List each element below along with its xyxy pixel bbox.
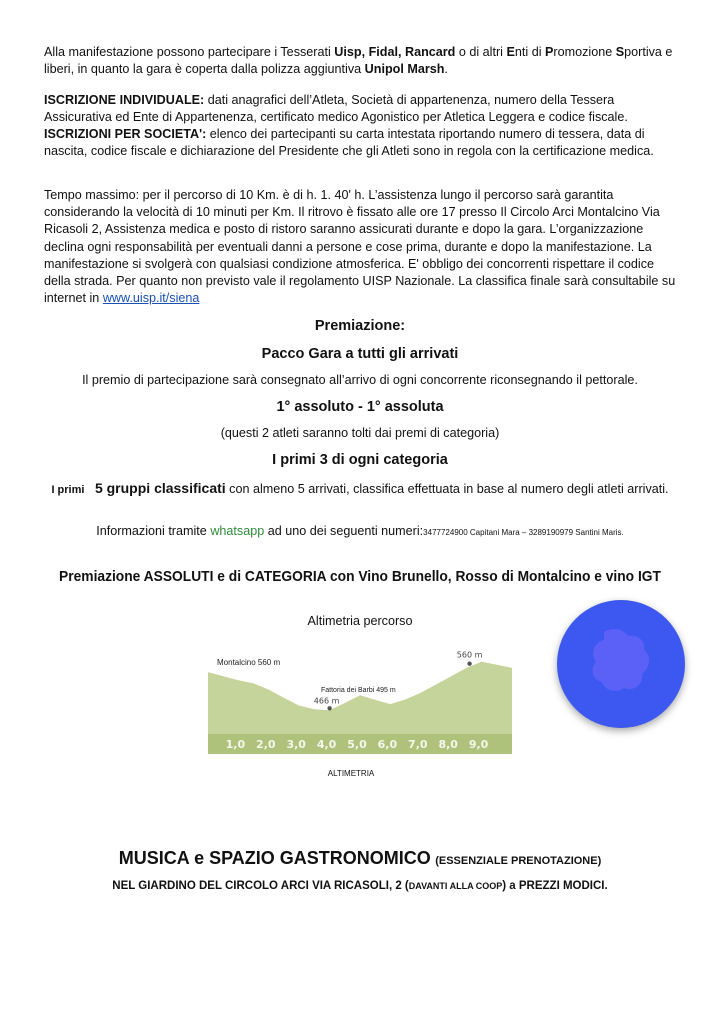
music-note: (ESSENZIALE PRENOTAZIONE): [435, 855, 602, 867]
altimetry-title: Altimetria percorso: [307, 614, 413, 628]
absolute-winners-heading: 1° assoluto - 1° assoluta: [276, 399, 444, 415]
society-registration: [44, 126, 680, 160]
music-main: MUSICA e SPAZIO GASTRONOMICO: [118, 848, 431, 868]
intro-paragraph: [44, 44, 680, 78]
individual-text: dati anagrafici dell’Atleta, Società di appartenenza, numero della Tessera Assicurativa ed Ente di Appartenenza, certificato medico Agonistico per Atletica Leggera e codice fiscale.: [44, 93, 628, 125]
intro-text: o di altri: [455, 45, 507, 59]
intro-text: nti di: [514, 45, 545, 59]
scribble-shape: [590, 626, 652, 696]
info-line: [30, 524, 690, 538]
whatsapp-label: whatsapp: [210, 524, 265, 538]
x-tick-label: 3,0: [286, 738, 306, 751]
altimetry-caption: ALTIMETRIA: [327, 769, 375, 778]
rules-paragraph: [44, 187, 680, 307]
individual-registration: [44, 92, 680, 126]
altimetry-chart: [208, 636, 512, 754]
race-pack-note: Il premio di partecipazione sarà consegnato all’arrivo di ogni concorrente riconsegnando il pettorale.: [82, 373, 638, 387]
groups-text: con almeno 5 arrivati, classifica effettuata in base al numero degli atleti arrivati.: [225, 482, 669, 496]
annotation-min: 466 m: [313, 696, 340, 706]
annotation-montalcino: Montalcino 560 m: [217, 658, 281, 667]
annotation-max: 560 m: [456, 650, 483, 660]
absolute-winners-note: (questi 2 atleti saranno tolti dai premi di categoria): [220, 426, 500, 440]
x-tick-label: 5,0: [347, 738, 367, 751]
prize-banner: Premiazione ASSOLUTI e di CATEGORIA con Vino Brunello, Rosso di Montalcino e vino IGT: [59, 568, 661, 585]
garden-text: ) a PREZZI MODICI.: [502, 880, 608, 892]
phone-numbers: 3477724900 Capitani Mara – 3289190979 Santini Maris.: [423, 528, 624, 537]
info-text: Informazioni tramite: [96, 524, 211, 538]
intro-text: romozione: [553, 45, 616, 59]
intro-initial: P: [545, 45, 554, 59]
intro-text: Alla manifestazione possono partecipare i Tesserati: [44, 45, 335, 59]
garden-small: DAVANTI ALLA COOP: [408, 881, 503, 891]
intro-initial: S: [615, 45, 625, 59]
x-tick-label: 2,0: [256, 738, 276, 751]
x-tick-label: 6,0: [377, 738, 398, 751]
garden-text: NEL GIARDINO DEL CIRCOLO ARCI VIA RICASOLI, 2 (: [112, 880, 409, 892]
groups-paragraph: [50, 480, 670, 499]
groups-main: 5 gruppi classificati: [94, 480, 226, 496]
race-pack-heading: Pacco Gara a tutti gli arrivati: [261, 346, 459, 362]
x-tick-label: 8,0: [438, 738, 458, 751]
individual-label: ISCRIZIONE INDIVIDUALE:: [44, 93, 205, 107]
rules-text: Tempo massimo: per il percorso di 10 Km. è di h. 1. 40' h. L’assistenza lungo il percorso sarà garantita considerando la velocità di 10 minuti per Km. Il ritrovo è fissato alle ore 17 presso Il Circolo Arci Montalcino Via Ricasoli 2, Assistenza medica e posto di ristoro saranno assicurati durante e dopo la gara. L’organizzazione declina ogni responsabilità per eventuali danni a persone e cose prima, durante e dopo la manifestazione. La manifestazione si svolgerà con qualsiasi condizione atmosferica. E' obbligo dei concorrenti rispettare il codice della strada. Per quanto non previsto vale il regolamento UISP Nazionale. La classifica finale sarà consultabile su internet in: [44, 188, 676, 306]
awards-title: Premiazione:: [314, 318, 406, 334]
x-tick-label: 1,0: [225, 738, 246, 751]
uisp-link[interactable]: www.uisp.it/siena: [102, 291, 200, 306]
society-label: ISCRIZIONI PER SOCIETA':: [44, 127, 207, 141]
category-heading: I primi 3 di ogni categoria: [272, 452, 448, 468]
intro-text: .: [444, 62, 448, 77]
intro-orgs: Uisp, Fidal, Rancard: [334, 45, 456, 59]
intro-text: portiva e liberi, in quanto la gara è coperta dalla polizza aggiuntiva: [44, 45, 673, 77]
max-elevation-point: [467, 662, 471, 666]
info-text: ad uno dei seguenti numeri:: [264, 524, 424, 538]
annotation-barbi: Fattoria dei Barbi 495 m: [321, 687, 396, 694]
x-tick-label: 4,0: [316, 738, 337, 751]
groups-pre: I primi: [51, 484, 85, 496]
intro-insurer: Unipol Marsh: [364, 62, 445, 77]
garden-line: [30, 880, 690, 892]
x-tick-label: 9,0: [468, 738, 489, 751]
intro-initial: E: [506, 45, 515, 59]
min-elevation-point: [327, 706, 331, 710]
music-heading: [30, 848, 690, 869]
x-tick-label: 7,0: [408, 738, 428, 751]
society-text: elenco dei partecipanti su carta intestata riportando numero di tessera, data di nascita, codice fiscale e dichiarazione del Presidente che gli Atleti sono in regola con la certificazione medica.: [44, 127, 654, 159]
